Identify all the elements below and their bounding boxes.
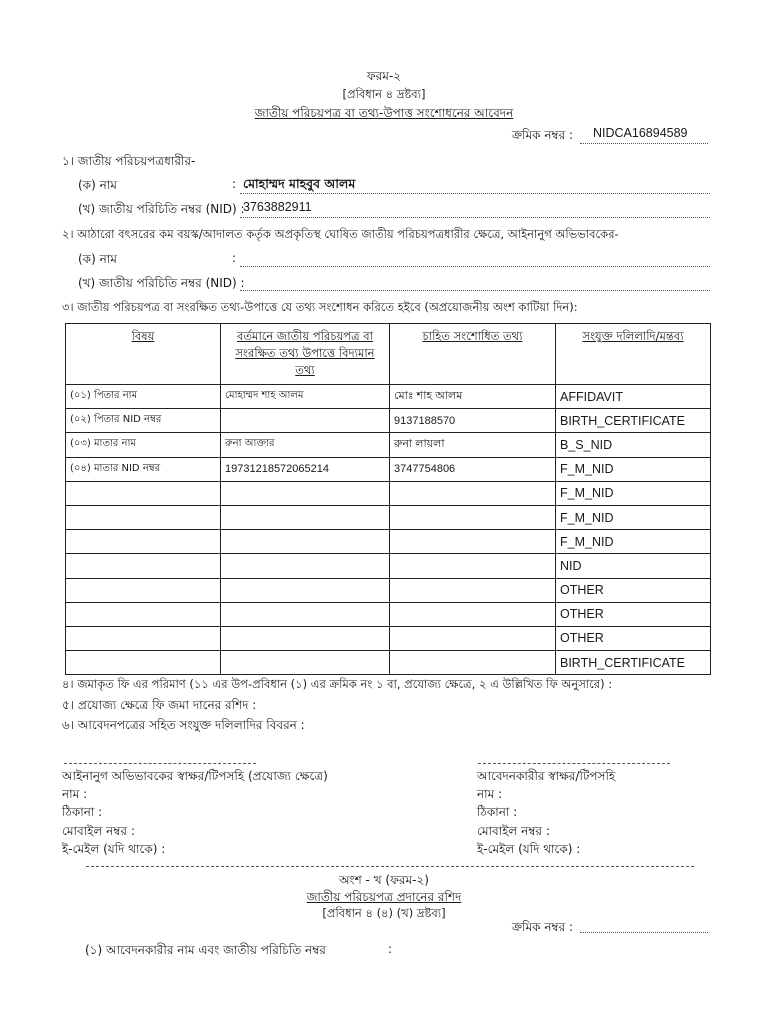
table-row xyxy=(66,554,711,578)
cell-subject xyxy=(66,505,221,529)
cell-subject xyxy=(66,481,221,505)
cell-current: রুনা আক্তার xyxy=(221,433,390,457)
cell-current xyxy=(221,651,390,675)
cell-subject xyxy=(66,530,221,554)
section3-heading: ৩। জাতীয় পরিচয়পত্র বা সংরক্ষিত তথ্য-উপাত্তে যে তথ্য সংশোধন করিতে হইবে (অপ্রয়োজনীয় অংশ কাটিয়া দিন): xyxy=(62,300,578,314)
cell-current xyxy=(221,530,390,554)
part-b-regulation: [প্রবিধান ৪ (৪) (খ) দ্রষ্টব্য] xyxy=(322,906,446,920)
cell-subject xyxy=(66,578,221,602)
table-row xyxy=(66,578,711,602)
cell-current xyxy=(221,409,390,433)
cell-document: BIRTH_CERTIFICATE xyxy=(556,409,711,433)
guardian-email: ই-মেইল (যদি থাকে) : xyxy=(62,842,166,856)
cell-requested xyxy=(390,578,556,602)
cell-current xyxy=(221,481,390,505)
cell-document: AFFIDAVIT xyxy=(556,385,711,409)
cell-subject: (০৩) মাতার নাম xyxy=(66,433,221,457)
table-row xyxy=(66,457,711,481)
cell-subject: (০৪) মাতার NID নম্বর xyxy=(66,457,221,481)
table-row xyxy=(66,481,711,505)
cell-requested: 9137188570 xyxy=(390,409,556,433)
table-row xyxy=(66,651,711,675)
guardian-signature-label: আইনানুগ অভিভাবকের স্বাক্ষর/টিপসহি (প্রযোজ্য ক্ষেত্রে) xyxy=(62,769,328,783)
guardian-name-label: (ক) নাম xyxy=(78,252,117,266)
table-header-row xyxy=(66,324,711,385)
guardian-nid-label: (খ) জাতীয় পরিচিতি নম্বর (NID) : xyxy=(78,276,245,290)
form-title: জাতীয় পরিচয়পত্র বা তথ্য-উপাত্ত সংশোধনের আবেদন xyxy=(254,106,514,120)
cell-requested xyxy=(390,530,556,554)
cell-requested xyxy=(390,554,556,578)
col-header-subject: বিষয় xyxy=(66,324,221,385)
cell-requested: মোঃ শাহ আলম xyxy=(390,385,556,409)
section6-attachments: ৬। আবেদনপত্রের সহিত সংযুক্ত দলিলাদির বিবরন : xyxy=(62,718,305,732)
cell-subject: (০২) পিতার NID নম্বর xyxy=(66,409,221,433)
applicant-mobile: মোবাইল নম্বর : xyxy=(477,824,550,838)
holder-name-value: মোহাম্মদ মাহবুব আলম xyxy=(243,176,356,191)
table-row xyxy=(66,530,711,554)
cell-current: 19731218572065214 xyxy=(221,457,390,481)
cell-current xyxy=(221,505,390,529)
guardian-name: নাম : xyxy=(62,787,88,801)
table-row xyxy=(66,626,711,650)
receipt-title: জাতীয় পরিচয়পত্র প্রদানের রশিদ xyxy=(306,890,462,904)
cell-document: F_M_NID xyxy=(556,481,711,505)
section5-receipt: ৫। প্রযোজ্য ক্ষেত্রে ফি জমা দানের রশিদ : xyxy=(62,698,257,712)
cell-subject: (০১) পিতার নাম xyxy=(66,385,221,409)
cell-document: BIRTH_CERTIFICATE xyxy=(556,651,711,675)
table-row xyxy=(66,505,711,529)
section1-heading: ১। জাতীয় পরিচয়পত্রধারীর- xyxy=(62,154,196,168)
cell-document: F_M_NID xyxy=(556,530,711,554)
table-row xyxy=(66,433,711,457)
serial-value: NIDCA16894589 xyxy=(593,126,688,140)
cell-requested xyxy=(390,651,556,675)
holder-nid-label: (খ) জাতীয় পরিচিতি নম্বর (NID) : xyxy=(78,202,245,216)
cell-requested: 3747754806 xyxy=(390,457,556,481)
serial-label: ক্রমিক নম্বর : xyxy=(512,128,574,142)
cell-subject xyxy=(66,651,221,675)
cell-current xyxy=(221,578,390,602)
col-header-documents: সংযুক্ত দলিলাদি/মন্তব্য xyxy=(556,324,711,385)
guardian-name-colon: : xyxy=(232,251,237,265)
holder-nid-dotline xyxy=(240,217,710,218)
applicant-signature-label: আবেদনকারীর স্বাক্ষর/টিপসহি xyxy=(477,769,616,783)
holder-name-colon: : xyxy=(232,177,237,191)
section4-fee: ৪। জমাকৃত ফি এর পরিমাণ (১১ এর উপ-প্রবিধান (১) এর ক্রমিক নং ১ বা, প্রযোজ্য ক্ষেত্রে, ২ এ উল্লিখিত ফি অনুসারে) : xyxy=(62,677,613,691)
table-row xyxy=(66,385,711,409)
applicant-email: ই-মেইল (যদি থাকে) : xyxy=(477,842,581,856)
part-b-serial-label: ক্রমিক নম্বর : xyxy=(512,920,574,934)
cell-current xyxy=(221,602,390,626)
cell-requested: রুনা লায়লা xyxy=(390,433,556,457)
holder-name-label: (ক) নাম xyxy=(78,178,117,192)
table-row xyxy=(66,409,711,433)
cell-subject xyxy=(66,626,221,650)
cell-document: OTHER xyxy=(556,626,711,650)
cell-document: F_M_NID xyxy=(556,505,711,529)
cell-requested xyxy=(390,626,556,650)
cell-current: মোহাম্মদ শাহ আলম xyxy=(221,385,390,409)
cell-current xyxy=(221,626,390,650)
cell-current xyxy=(221,554,390,578)
section2-heading: ২। আঠারো বৎসরের কম বয়স্ক/আদালত কর্তৃক অপ্রকৃতিস্থ ঘোষিত জাতীয় পরিচয়পত্রধারীর ক্ষেত্রে, আইনানুগ অভিভাবকের- xyxy=(62,227,619,241)
applicant-address: ঠিকানা : xyxy=(477,805,518,819)
cell-subject xyxy=(66,554,221,578)
guardian-signature-line xyxy=(64,763,256,764)
guardian-name-dotline xyxy=(240,266,710,267)
applicant-signature-line xyxy=(478,763,670,764)
part-b-item1-colon: : xyxy=(388,942,393,956)
cell-subject xyxy=(66,602,221,626)
guardian-nid-dotline xyxy=(240,290,710,291)
col-header-current: বর্তমানে জাতীয় পরিচয়পত্র বা সংরক্ষিত তথ্য উপাত্তে বিদ্যমান তথ্য xyxy=(221,324,390,385)
holder-name-dotline xyxy=(240,193,710,194)
cell-requested xyxy=(390,505,556,529)
form-number: ফরম-২ xyxy=(366,69,402,83)
regulation-reference: [প্রবিধান ৪ দ্রষ্টব্য] xyxy=(342,87,426,101)
cell-document: B_S_NID xyxy=(556,433,711,457)
cell-document: F_M_NID xyxy=(556,457,711,481)
cell-document: NID xyxy=(556,554,711,578)
cut-line xyxy=(86,866,694,867)
part-b-item1: (১) আবেদনকারীর নাম এবং জাতীয় পরিচিতি নম্বর xyxy=(85,943,326,957)
table-row xyxy=(66,602,711,626)
cell-requested xyxy=(390,602,556,626)
cell-document: OTHER xyxy=(556,578,711,602)
applicant-name: নাম : xyxy=(477,787,503,801)
serial-dotline xyxy=(580,143,708,144)
cell-document: OTHER xyxy=(556,602,711,626)
cell-requested xyxy=(390,481,556,505)
guardian-mobile: মোবাইল নম্বর : xyxy=(62,824,135,838)
guardian-address: ঠিকানা : xyxy=(62,805,103,819)
correction-table xyxy=(65,323,711,675)
part-b-serial-dotline xyxy=(580,932,708,933)
holder-nid-value: 3763882911 xyxy=(243,200,312,214)
part-b-title: অংশ - খ (ফরম-২) xyxy=(339,873,429,887)
col-header-requested: চাহিত সংশোধিত তথ্য xyxy=(390,324,556,385)
